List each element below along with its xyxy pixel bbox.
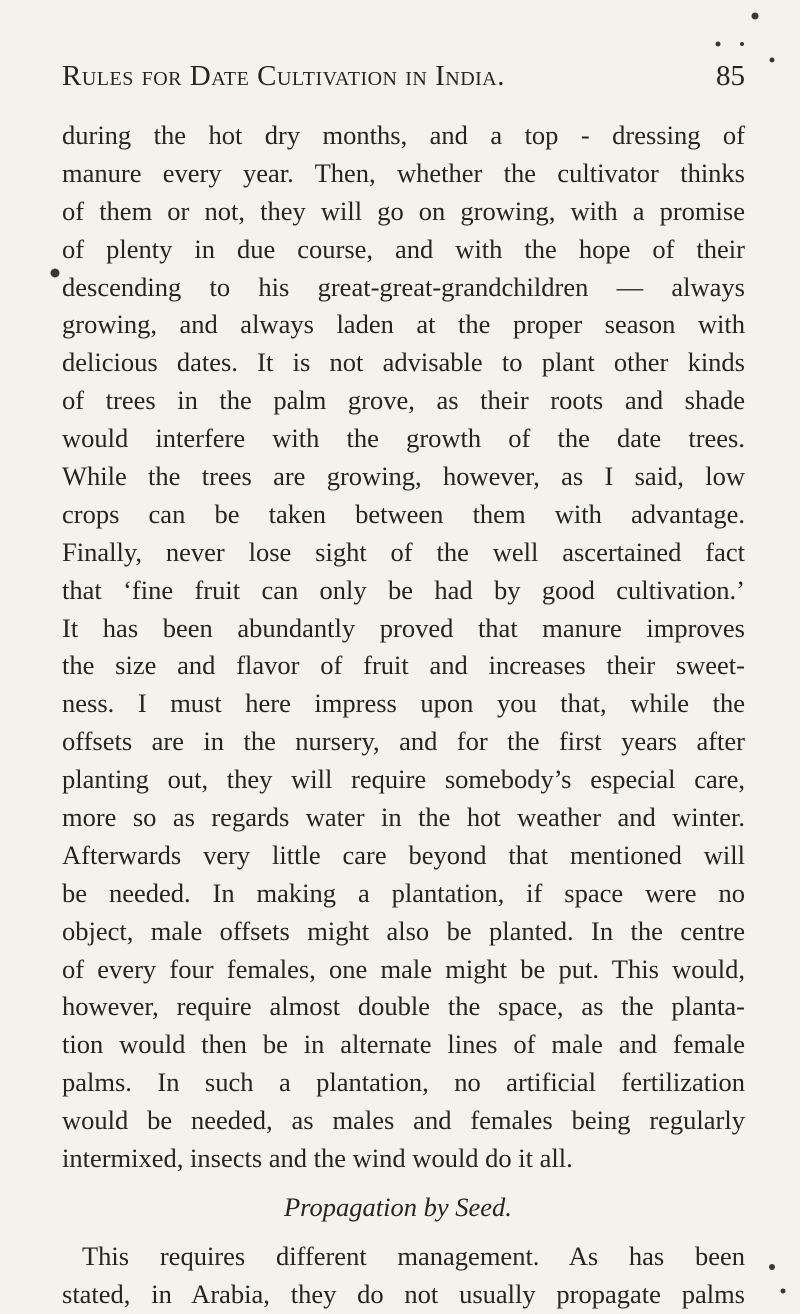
text-line: planting out, they will require somebody’s especial care, <box>62 764 745 795</box>
text-line: stated, in Arabia, they do not usually propagate palms <box>62 1278 745 1309</box>
text-line: of them or not, they will go on growing, with a promise <box>62 195 745 226</box>
text-line: offsets are in the nursery, and for the first years after <box>62 726 745 757</box>
running-head <box>62 60 745 106</box>
text-line: palms. In such a plantation, no artificial fertilization <box>62 1067 745 1098</box>
text-line: descending to his great-great-grandchildren — always <box>62 271 745 302</box>
section-heading: Propagation by Seed. <box>284 1191 512 1222</box>
body-text <box>62 117 745 1314</box>
text-line: of every four females, one male might be put. This would, <box>62 953 745 984</box>
running-title: Rules for Date Cultivation in India. <box>62 60 506 92</box>
text-line: growing, and always laden at the proper season with <box>62 309 745 340</box>
text-line: ness. I must here impress upon you that, while the <box>62 688 745 719</box>
text-line: that ‘fine fruit can only be had by good cultivation.’ <box>62 574 745 605</box>
text-line: more so as regards water in the hot weather and winter. <box>62 802 745 833</box>
text-line: would be needed, as males and females being regularly <box>62 1105 745 1136</box>
text-line: intermixed, insects and the wind would do it all. <box>62 1143 573 1174</box>
text-line: would interfere with the growth of the date trees. <box>62 423 745 454</box>
text-line: manure every year. Then, whether the cultivator thinks <box>62 157 745 188</box>
page-number: 85 <box>716 60 745 92</box>
text-line: of plenty in due course, and with the hope of their <box>62 233 745 264</box>
text-line: be needed. In making a plantation, if space were no <box>62 877 745 908</box>
text-line: It has been abundantly proved that manure improves <box>62 612 745 643</box>
text-line: of trees in the palm grove, as their roots and shade <box>62 385 745 416</box>
text-line: during the hot dry months, and a top - dressing of <box>62 120 745 150</box>
text-line: Afterwards very little care beyond that mentioned will <box>62 839 745 870</box>
text-line: however, require almost double the space, as the planta- <box>62 991 745 1022</box>
text-line: This requires different management. As has been <box>82 1240 745 1271</box>
text-line: Finally, never lose sight of the well ascertained fact <box>62 536 745 567</box>
text-line: crops can be taken between them with advantage. <box>62 498 745 529</box>
text-line: tion would then be in alternate lines of male and female <box>62 1029 745 1060</box>
text-line: object, male offsets might also be planted. In the centre <box>62 915 745 946</box>
text-line: delicious dates. It is not advisable to plant other kinds <box>62 347 745 378</box>
text-line: the size and flavor of fruit and increases their sweet- <box>62 650 745 681</box>
text-line: While the trees are growing, however, as I said, low <box>62 461 745 492</box>
